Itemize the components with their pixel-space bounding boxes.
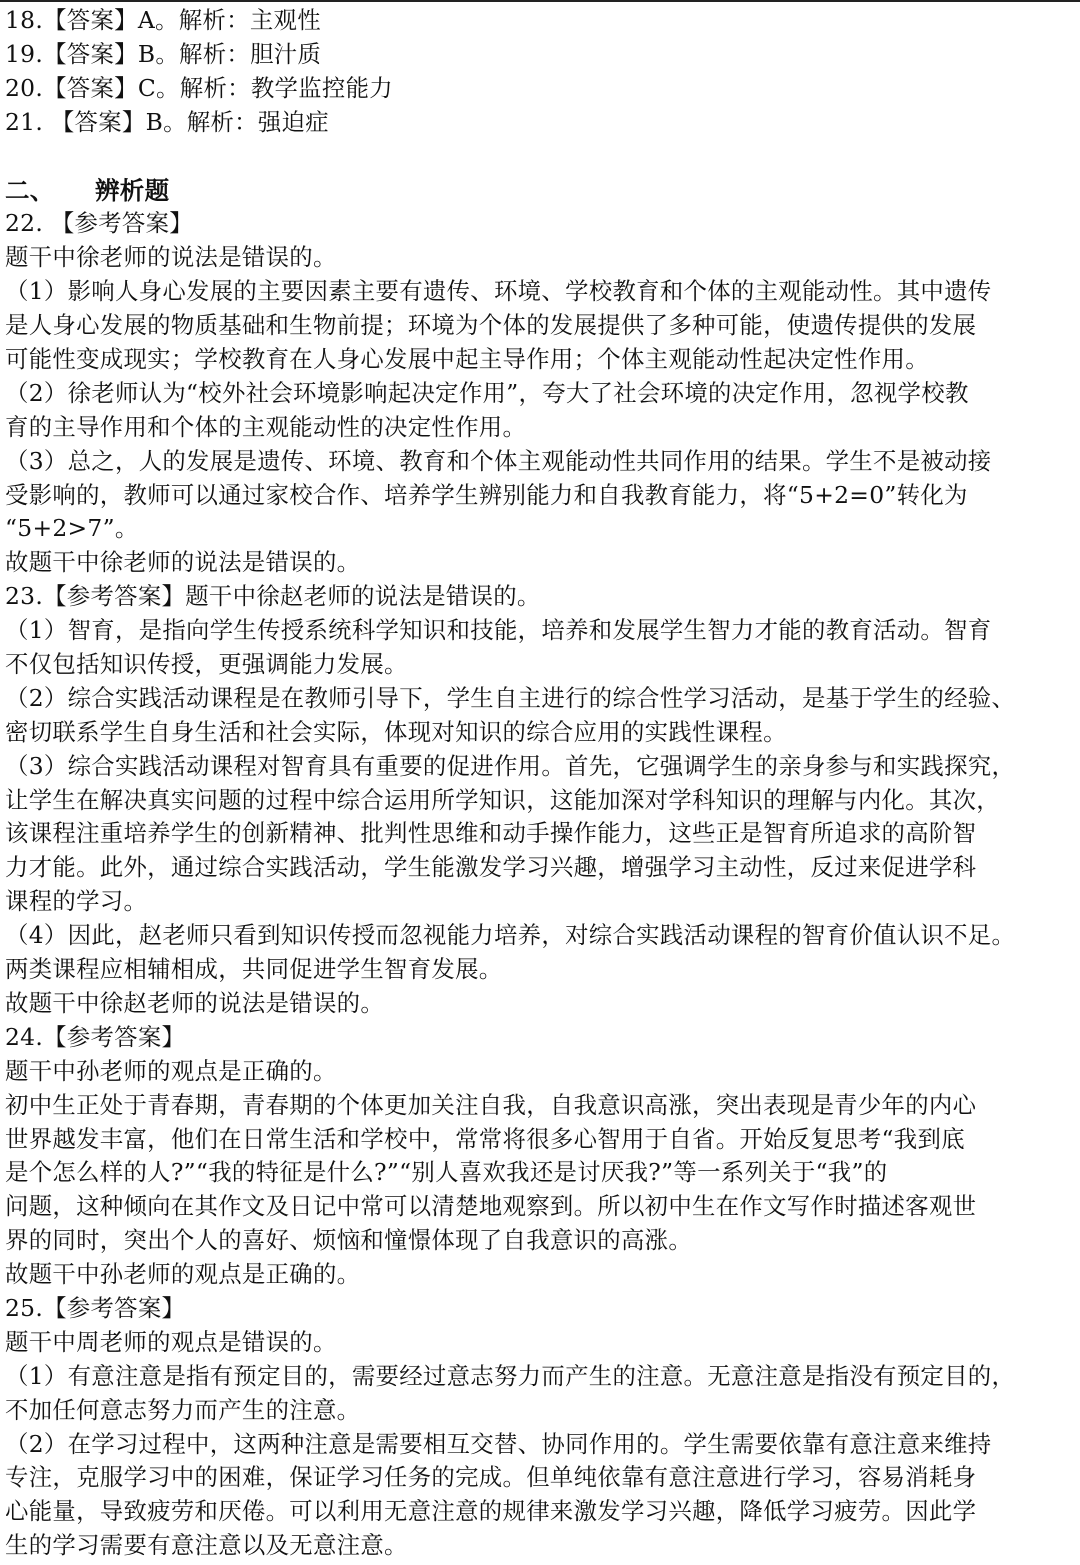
section-number: 二、 <box>5 175 55 205</box>
text-line: （2）在学习过程中，这两种注意是需要相互交替、协同作用的。学生需要依靠有意注意来维持 <box>5 1429 992 1458</box>
answer-line-19: 19.【答案】B。解析：胆汁质 <box>5 39 322 68</box>
text-line: 23.【参考答案】题干中徐赵老师的说法是错误的。 <box>5 582 541 611</box>
text-line: 界的同时，突出个人的喜好、烦恼和憧憬体现了自我意识的高涨。 <box>5 1226 693 1255</box>
answer-line-20: 20.【答案】C。解析：教学监控能力 <box>5 73 393 102</box>
answer-line-18: 18.【答案】A。解析：主观性 <box>5 6 321 34</box>
answer-line-21: 21. 【答案】B。解析：强迫症 <box>5 107 329 136</box>
text-line: 受影响的，教师可以通过家校合作、培养学生辨别能力和自我教育能力，将“5+2=0”转化为 <box>5 480 968 509</box>
text-line: 故题干中徐老师的说法是错误的。 <box>5 548 361 577</box>
blank-spacer <box>5 140 1077 174</box>
text-line: （2）徐老师认为“校外社会环境影响起决定作用”，夸大了社会环境的决定作用，忽视学校教 <box>5 378 969 407</box>
text-line: （3）综合实践活动课程对智育具有重要的促进作用。首先，它强调学生的亲身参与和实践探究， <box>5 751 1016 780</box>
text-line: 是人身心发展的物质基础和生物前提；环境为个体的发展提供了多种可能，使遗传提供的发展 <box>5 311 977 340</box>
text-line: （1）智育，是指向学生传授系统科学知识和技能，培养和发展学生智力才能的教育活动。智育 <box>5 616 992 645</box>
text-line: 题干中徐老师的说法是错误的。 <box>5 243 337 272</box>
top-border-line <box>0 0 1080 2</box>
text-line: 该课程注重培养学生的创新精神、批判性思维和动手操作能力，这些正是智育所追求的高阶智 <box>5 819 977 848</box>
text-line: 不加任何意志努力而产生的注意。 <box>5 1395 361 1424</box>
text-line: 可能性变成现实；学校教育在人身心发展中起主导作用；个体主观能动性起决定性作用。 <box>5 345 929 374</box>
text-line: 育的主导作用和个体的主观能动性的决定性作用。 <box>5 412 527 441</box>
text-line: 22. 【参考答案】 <box>5 209 193 238</box>
text-line: 课程的学习。 <box>5 887 148 916</box>
text-line: 问题，这种倾向在其作文及日记中常可以清楚地观察到。所以初中生在作文写作时描述客观世 <box>5 1192 977 1221</box>
text-line: 世界越发丰富，他们在日常生活和学校中，常常将很多心智用于自省。开始反复思考“我到底 <box>5 1124 965 1153</box>
text-line: 让学生在解决真实问题的过程中综合运用所学知识，这能加深对学科知识的理解与内化。其次， <box>5 785 1001 814</box>
text-line: 25.【参考答案】 <box>5 1293 186 1322</box>
text-line: 故题干中孙老师的观点是正确的。 <box>5 1260 361 1289</box>
text-line: 两类课程应相辅相成，共同促进学生智育发展。 <box>5 955 503 984</box>
text-line: （1）影响人身心发展的主要因素主要有遗传、环境、学校教育和个体的主观能动性。其中遗传 <box>5 277 992 306</box>
text-line: （1）有意注意是指有预定目的，需要经过意志努力而产生的注意。无意注意是指没有预定目的， <box>5 1361 1016 1390</box>
text-line: 24.【参考答案】 <box>5 1022 186 1051</box>
text-line: 不仅包括知识传授，更强调能力发展。 <box>5 650 408 679</box>
text-line: （3）总之，人的发展是遗传、环境、教育和个体主观能动性共同作用的结果。学生不是被动接 <box>5 446 992 475</box>
section-title: 辨析题 <box>95 175 170 205</box>
text-line: （4）因此，赵老师只看到知识传授而忽视能力培养，对综合实践活动课程的智育价值认识不足。 <box>5 921 1016 950</box>
text-line: 题干中孙老师的观点是正确的。 <box>5 1056 337 1085</box>
text-line: 心能量，导致疲劳和厌倦。可以利用无意注意的规律来激发学习兴趣，降低学习疲劳。因此学 <box>5 1497 977 1526</box>
answer-body <box>5 207 1077 1563</box>
text-line: （2）综合实践活动课程是在教师引导下，学生自主进行的综合性学习活动，是基于学生的经验、 <box>5 683 1016 712</box>
text-line: 题干中周老师的观点是错误的。 <box>5 1327 337 1356</box>
text-line: 是个怎么样的人?”“我的特征是什么?”“别人喜欢我还是讨厌我?”等一系列关于“我”的 <box>5 1158 888 1187</box>
section-heading <box>5 174 1077 208</box>
text-line: 专注，克服学习中的困难，保证学习任务的完成。但单纯依靠有意注意进行学习，容易消耗身 <box>5 1463 977 1492</box>
text-line: 力才能。此外，通过综合实践活动，学生能激发学习兴趣，增强学习主动性，反过来促进学科 <box>5 853 977 882</box>
text-line: 生的学习需要有意注意以及无意注意。 <box>5 1531 408 1560</box>
text-line: 初中生正处于青春期，青春期的个体更加关注自我，自我意识高涨，突出表现是青少年的内心 <box>5 1090 977 1119</box>
text-line: 密切联系学生自身生活和社会实际，体现对知识的综合应用的实践性课程。 <box>5 717 787 746</box>
document-body <box>5 4 1077 1563</box>
text-line: “5+2>7”。 <box>5 514 139 543</box>
text-line: 故题干中徐赵老师的说法是错误的。 <box>5 988 385 1017</box>
